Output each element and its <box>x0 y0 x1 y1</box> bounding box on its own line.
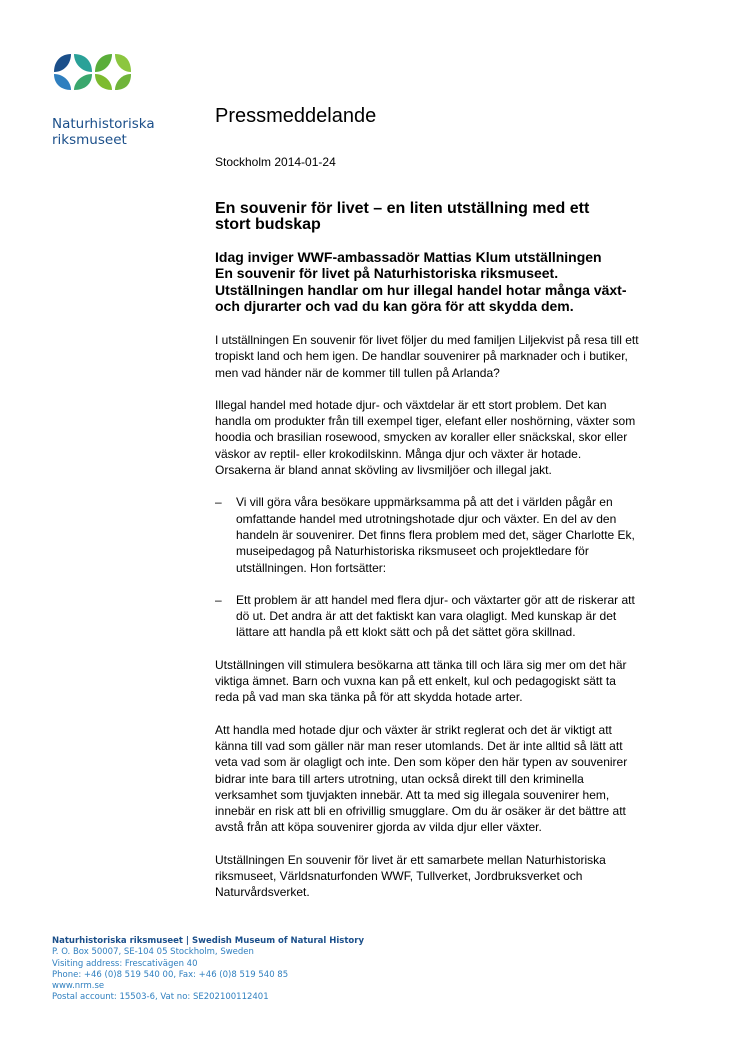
text-line: handeln är souvenirer. Det finns flera problem med det, säger Charlotte Ek, <box>236 527 635 542</box>
footer-postal: Postal account: 15503-6, Vat no: SE202100112401 <box>52 992 269 1003</box>
paragraph-4 <box>215 722 695 836</box>
headline-line: stort budskap <box>215 216 321 233</box>
paragraph-3 <box>215 657 695 706</box>
body-text <box>215 332 695 917</box>
text-line: dö ut. Det andra är att det faktiskt kan vara olagligt. Med kunskap är det <box>236 609 617 624</box>
press-date: Stockholm 2014-01-24 <box>215 155 336 169</box>
text-line: bidrar inte bara till arters utrotning, utan också direkt till den kriminella <box>215 771 584 786</box>
ingress-line: En souvenir för livet på Naturhistoriska riksmuseet. <box>215 265 559 282</box>
text-line: verksamhet som tjuvjakten innebär. Att ta med sig illegala souvenirer hem, <box>215 787 610 802</box>
paragraph-5 <box>215 852 695 901</box>
brand-name-line2: riksmuseet <box>52 132 127 148</box>
text-line: Orsakerna är bland annat skövling av livsmiljöer och illegal jakt. <box>215 463 552 478</box>
footer-address: P. O. Box 50007, SE-104 05 Stockholm, Sweden <box>52 947 254 958</box>
quote-1 <box>215 494 695 575</box>
text-line: viktiga ämnet. Barn och vuxna kan på ett enkelt, kul och pedagogiskt sätt ta <box>215 674 616 689</box>
text-line: I utställningen En souvenir för livet följer du med familjen Liljekvist på resa till ett <box>215 333 639 347</box>
text-line: Illegal handel med hotade djur- och växtdelar är ett stort problem. Det kan <box>215 397 607 412</box>
nrm-leaf-logo-icon <box>52 52 132 92</box>
text-line: Ett problem är att handel med flera djur- och växtarter gör att de riskerar att <box>236 592 635 607</box>
quote-text <box>236 494 695 575</box>
footer-web-link[interactable]: www.nrm.se <box>52 981 105 992</box>
text-line: men vad händer när de kommer till tullen på Arlanda? <box>215 365 500 380</box>
document-type: Pressmeddelande <box>215 105 377 127</box>
quote-dash: – <box>215 592 222 607</box>
text-line: museipedagog på Naturhistoriska riksmuseet och projektledare för <box>236 544 589 559</box>
text-line: avstå från att köpa souvenirer gjorda av vilda djur eller växter. <box>215 820 542 835</box>
paragraph-1 <box>215 332 695 381</box>
text-line: handla om produkter från till exempel tiger, elefant eller noshörning, växter som <box>215 414 636 429</box>
quote-text <box>236 592 695 641</box>
footer-visiting: Visiting address: Frescativägen 40 <box>52 958 198 969</box>
brand-name <box>52 116 155 148</box>
text-line: tropiskt land och hem igen. De handlar souvenirer på marknader och i butiker, <box>215 349 628 364</box>
quote-dash: – <box>215 495 222 510</box>
text-line: hoodia och brasilian rosewood, smycken av koraller eller snäckskal, skor eller <box>215 430 628 445</box>
text-line: riksmuseet, Världsnaturfonden WWF, Tullverket, Jordbruksverket och <box>215 869 583 884</box>
text-line: Utställningen vill stimulera besökarna att tänka till och lära sig mer om det här <box>215 657 627 672</box>
quote-2 <box>215 592 695 641</box>
headline <box>215 201 685 233</box>
paragraph-2 <box>215 397 695 478</box>
ingress-line: och djurarter och vad du kan göra för att skydda dem. <box>215 297 574 314</box>
text-line: Utställningen En souvenir för livet är ett samarbete mellan Naturhistoriska <box>215 852 606 867</box>
text-line: lättare att handla på ett klokt sätt och på det sättet göra skillnad. <box>236 625 576 640</box>
text-line: utställningen. Hon fortsätter: <box>236 560 387 575</box>
text-line: omfattande handel med utrotningshotade djur och växter. En del av den <box>236 511 617 526</box>
text-line: reda på vad man ska tänka på för att skydda hotade arter. <box>215 690 523 705</box>
footer-title: Naturhistoriska riksmuseet | Swedish Museum of Natural History <box>52 936 364 946</box>
text-line: väskor av reptil- eller krokodilskinn. Många djur och växter är hotade. <box>215 446 582 461</box>
text-line: Att handla med hotade djur och växter är strikt reglerat och det är viktigt att <box>215 722 612 737</box>
text-line: Vi vill göra våra besökare uppmärksamma på att det i världen pågår en <box>236 495 613 510</box>
ingress <box>215 249 695 314</box>
ingress-line: Utställningen handlar om hur illegal handel hotar många växt- <box>215 281 627 298</box>
headline-line: En souvenir för livet – en liten utställning med ett <box>215 200 590 217</box>
footer-phone: Phone: +46 (0)8 519 540 00, Fax: +46 (0)8 519 540 85 <box>52 969 289 980</box>
text-line: Naturvårdsverket. <box>215 885 310 900</box>
footer <box>52 936 364 1004</box>
ingress-line: Idag inviger WWF-ambassadör Mattias Klum utställningen <box>215 249 602 265</box>
brand-name-line1: Naturhistoriska <box>52 116 155 132</box>
text-line: innebär en risk att bli en ofrivillig smugglare. Om du är osäker är det bättre att <box>215 804 626 819</box>
text-line: veta vad som är olagligt och inte. Den som köper den här typen av souvenirer <box>215 755 628 770</box>
text-line: känna till vad som gäller när man reser utomlands. Det är inte alltid så lätt att <box>215 738 623 753</box>
